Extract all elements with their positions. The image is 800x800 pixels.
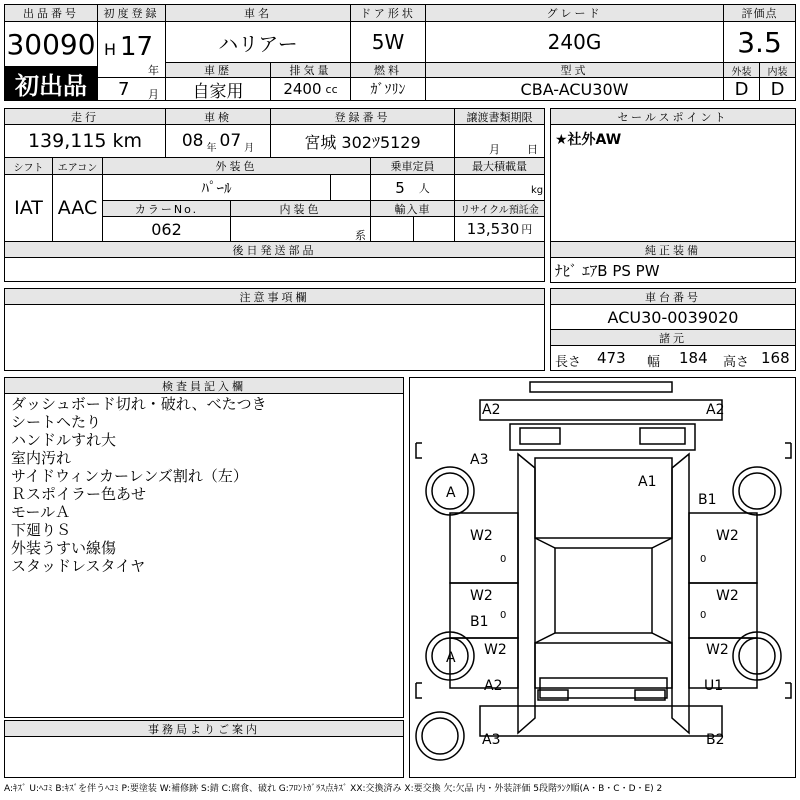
int-color-cell (230, 216, 371, 242)
inspector-note: 室内汚れ (11, 449, 72, 467)
caution-header: 注意事項欄 (4, 288, 545, 305)
length: 473 (597, 349, 626, 367)
ext-color-extra (330, 174, 371, 201)
transfer-day-unit: 日 (527, 143, 538, 156)
year-unit: 年 (148, 64, 159, 77)
inspector-note: 外装うすい線傷 (11, 539, 117, 557)
car-name: ハリアー (165, 21, 351, 63)
inspection-cell (165, 124, 271, 158)
exterior-grade: D (723, 77, 760, 101)
first-reg-month-cell (97, 77, 166, 101)
import-cell-a (370, 216, 414, 242)
lot-number-header: 出品番号 (4, 4, 98, 22)
import-header: 輸入車 (370, 200, 455, 217)
history-header: 車歴 (165, 62, 271, 78)
transfer-month-unit: 月 (489, 143, 500, 156)
mark-a1: A1 (638, 474, 657, 490)
width: 184 (679, 349, 708, 367)
lot-number: 30090 (4, 21, 98, 67)
displacement-header: 排気量 (270, 62, 351, 78)
inspector-header: 検査員記入欄 (4, 377, 404, 394)
height-label: 高さ (723, 355, 750, 370)
chassis-number: ACU30-0039020 (550, 304, 796, 330)
mark-b1-left: B1 (470, 614, 489, 630)
fuel: ｶﾞｿﾘﾝ (350, 77, 426, 101)
color-no: 062 (102, 216, 231, 242)
score: 3.5 (723, 21, 796, 63)
caution-box (4, 304, 545, 371)
km-unit: km (112, 130, 143, 152)
transfer-cell (454, 124, 545, 158)
grade-header: グレード (425, 4, 724, 22)
inspector-note: サイドウィンカーレンズ割れ（左） (11, 467, 248, 485)
mark-w2-3: W2 (470, 588, 493, 604)
reg-month: 7 (118, 79, 130, 100)
inspector-note: スタッドレスタイヤ (11, 557, 146, 575)
genuine-equipment: ﾅﾋﾞ ｴｱB PS PW (555, 261, 660, 280)
inspection-month-unit: 月 (244, 142, 255, 154)
later-parts (4, 257, 545, 282)
door-header: ドア形状 (350, 4, 426, 22)
mark-w2-1: W2 (470, 528, 493, 544)
office-box (4, 736, 404, 778)
color-no-header: カラーNo. (102, 200, 231, 217)
first-reg-header: 初度登録 (97, 4, 166, 22)
mark-b1-right: B1 (698, 492, 717, 508)
interior-header: 内装 (759, 62, 796, 78)
ext-color: ﾊﾟｰﾙ (102, 174, 331, 201)
capacity-header: 乗車定員 (370, 157, 455, 175)
shift: IAT (4, 174, 53, 242)
inspector-notes-box (4, 393, 404, 718)
first-listing-badge: 初出品 (4, 66, 98, 101)
inspection-year-unit: 年 (206, 142, 217, 154)
door-type: 5W (350, 21, 426, 63)
chassis-header: 車台番号 (550, 288, 796, 305)
person-unit: 人 (418, 181, 430, 195)
displacement: 2400 (283, 80, 322, 98)
history: 自家用 (165, 77, 271, 101)
mark-w2-6: W2 (706, 642, 729, 658)
inspection-header: 車検 (165, 108, 271, 125)
mark-a-left-front: A (446, 485, 456, 501)
aircon: AAC (52, 174, 103, 242)
mark-w2-2: W2 (716, 528, 739, 544)
model-code: CBA-ACU30W (425, 77, 724, 101)
legend: A:ｷｽﾞ U:ﾍｺﾐ B:ｷｽﾞを伴うﾍｺﾐ P:要塗装 W:補修跡 S:錆 C:腐食、破れ G:ﾌﾛﾝﾄｶﾞﾗｽ点ｷｽﾞ XX:交換済み X:要交換 欠:欠品 内・外装評価 5段階ﾗﾝｸ順(A・B・C・D・E) 2 (4, 784, 663, 794)
car-diagram-svg (410, 378, 796, 778)
genuine-box (550, 257, 796, 283)
capacity: 5 (395, 178, 405, 197)
grade: 240G (425, 21, 724, 63)
shift-header: シフト (4, 157, 53, 175)
int-color-header: 内装色 (230, 200, 371, 217)
mark-w2-5: W2 (484, 642, 507, 658)
fuel-header: 燃料 (350, 62, 426, 78)
inspection-month: 07 (219, 131, 242, 151)
inspector-notes-list (11, 395, 267, 575)
inspector-note: ダッシュボード切れ・破れ、べたつき (11, 395, 267, 413)
import-cell-b (413, 216, 455, 242)
specs-header: 諸元 (550, 329, 796, 346)
exterior-header: 外装 (723, 62, 760, 78)
first-reg-year-cell (97, 21, 166, 78)
yen-unit: 円 (521, 223, 533, 236)
recycle-fee: 13,530 (466, 220, 520, 238)
width-label: 幅 (647, 355, 661, 370)
cc-unit: cc (325, 82, 338, 96)
office-header: 事務局よりご案内 (4, 720, 404, 737)
aircon-header: エアコン (52, 157, 103, 175)
inspector-note: 下廻りＳ (11, 521, 72, 539)
length-label: 長さ (555, 355, 582, 370)
recycle-cell (454, 216, 545, 242)
mileage-cell (4, 124, 166, 158)
mark-a2-top-right: A2 (706, 402, 725, 418)
mark-a2-bottom-left: A2 (484, 678, 503, 694)
int-color-suffix: 系 (355, 229, 366, 242)
reg-no-header: 登録番号 (270, 108, 455, 125)
reg-year: 17 (120, 32, 154, 62)
transfer-header: 譲渡書類期限 (454, 108, 545, 125)
mark-a-left-rear: A (446, 650, 456, 666)
score-header: 評価点 (723, 4, 796, 22)
mark-zero-1: 0 (500, 554, 507, 565)
height: 168 (761, 349, 790, 367)
mark-a2-top-left: A2 (482, 402, 501, 418)
mark-u1: U1 (704, 678, 724, 694)
interior-grade: D (759, 77, 796, 101)
era: H (104, 40, 117, 59)
mark-b2: B2 (706, 732, 725, 748)
recycle-header: リサイクル預託金 (454, 200, 545, 217)
inspector-note: シートヘたり (11, 413, 102, 431)
sales-point: ★社外AW (555, 132, 622, 148)
mark-zero-2: 0 (700, 554, 707, 565)
sales-point-header: セールスポイント (550, 108, 796, 125)
mark-zero-3: 0 (500, 610, 507, 621)
inspector-note: Ｒスポイラー色あせ (11, 485, 147, 503)
damage-diagram (409, 377, 796, 778)
later-parts-header: 後日発送部品 (4, 241, 545, 258)
car-name-header: 車名 (165, 4, 351, 22)
model-header: 型式 (425, 62, 724, 78)
mark-zero-4: 0 (700, 610, 707, 621)
mileage-header: 走行 (4, 108, 166, 125)
genuine-header: 純正装備 (550, 241, 796, 258)
mark-a3-bottom: A3 (482, 732, 501, 748)
inspection-year: 08 (181, 131, 204, 151)
max-load-cell (454, 174, 545, 201)
mileage: 139,115 (27, 130, 107, 152)
inspector-note: モールＡ (11, 503, 71, 521)
month-unit: 月 (148, 88, 159, 101)
capacity-cell (370, 174, 455, 201)
max-load-header: 最大積載量 (454, 157, 545, 175)
ext-color-header: 外装色 (102, 157, 371, 175)
displacement-cell (270, 77, 351, 101)
kg-unit: kg (531, 185, 544, 196)
sales-point-box (550, 124, 796, 242)
mark-a3-left: A3 (470, 452, 489, 468)
inspector-note: ハンドルすれ大 (11, 431, 117, 449)
reg-number: 宮城 302ﾂ5129 (270, 124, 455, 158)
specs-row (550, 345, 796, 371)
mark-w2-4: W2 (716, 588, 739, 604)
